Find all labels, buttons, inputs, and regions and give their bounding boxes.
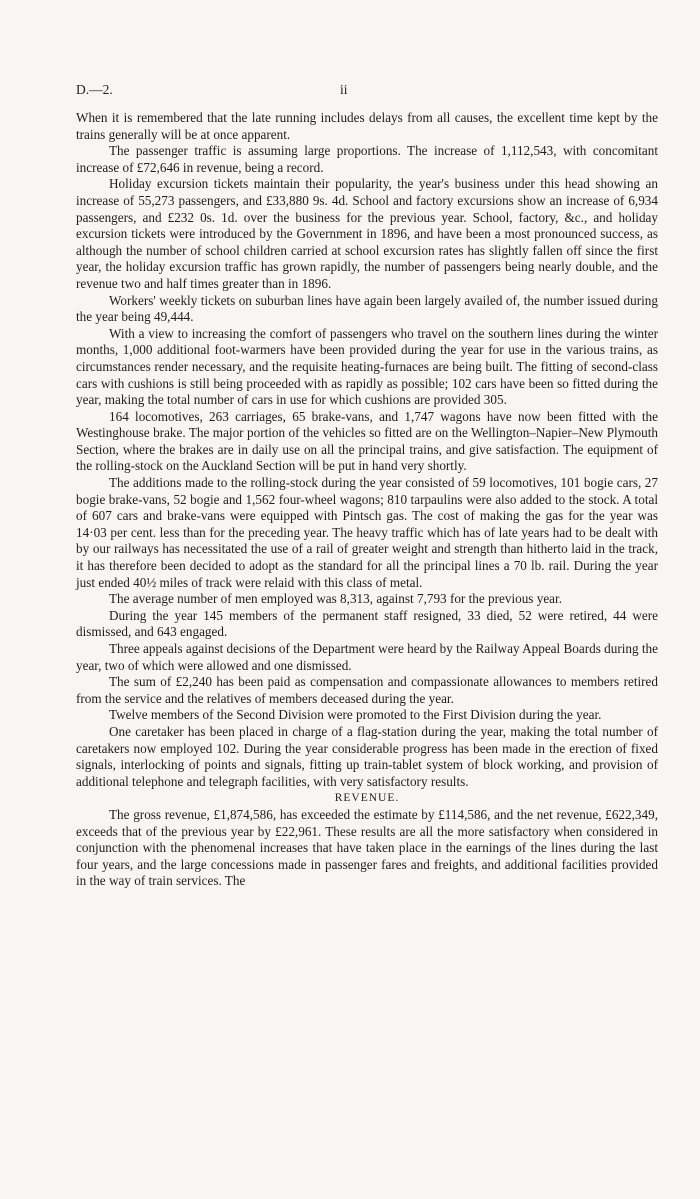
paragraph-promotions: Twelve members of the Second Division were promoted to the First Division during the year. [109,707,602,723]
paragraph-compensation: The sum of £2,240 has been paid as compensation and compassionate allowances to members retired from the service and the relatives of members deceased during the year. [76,674,658,706]
paragraph-gross-revenue: The gross revenue, £1,874,586, has exceeded the estimate by £114,586, and the net revenue, £622,349, exceeds that of the previous year by £22,961. These results are all the more satisfactory when considered in conjunction with the phenomenal increases that have taken place in the earnings of the lines during the last four years, and the large concessions made in passenger fares and freights, and additional facilities provided in the way of train services. The [76,806,658,889]
page-header [76,82,636,100]
document-reference: D.—2. [76,82,113,97]
page-number: ii [340,82,348,97]
paragraph-continuation: When it is remembered that the late running includes delays from all causes, the excellent time kept by the trains generally will be at once apparent. [76,110,658,142]
paragraph-workers-tickets: Workers' weekly tickets on suburban lines have again been largely availed of, the number issued during the year being 49,444. [76,292,658,325]
section-heading-revenue: REVENUE. [334,792,400,805]
paragraph-caretakers: One caretaker has been placed in charge of a flag-station during the year, making the total number of caretakers now employed 102. During the year considerable progress has been made in the erection of fixed signals, interlocking of points and signals, fitting up train-tablet system of block working, and provision of additional telephone and telegraph facilities, with very satisfactory results. [76,723,658,789]
paragraph-westinghouse-brake: 164 locomotives, 263 carriages, 65 brake-vans, and 1,747 wagons have now been fitted with the Westinghouse brake. The major portion of the vehicles so fitted are on the Wellington–Napier–New Plymouth Section, where the brakes are in daily use on all the principal trains, and give satisfaction. The equipment of the rolling-stock on the Auckland Section will be put in hand very shortly. [76,408,658,474]
paragraph-staff-changes: During the year 145 members of the permanent staff resigned, 33 died, 52 were retired, 44 were dismissed, and 643 engaged. [76,607,658,640]
paragraph-rolling-stock: The additions made to the rolling-stock during the year consisted of 59 locomotives, 101 bogie cars, 27 bogie brake-vans, 52 bogie and 1,562 four-wheel wagons; 810 tarpaulins were also added to the stock. A total of 607 cars and brake-vans were equipped with Pintsch gas. The cost of making the gas for the year was 14·03 per cent. less than for the preceding year. The heavy traffic which has of late years had to be dealt with by our railways has necessitated the use of a rail of greater weight and strength than hitherto laid in the track, it has therefore been decided to adopt as the standard for all the principal lines a 70 lb. rail. During the year just ended 40½ miles of track were relaid with this class of metal. [76,475,658,590]
paragraph-appeals: Three appeals against decisions of the Department were heard by the Railway Appeal Boards during the year, two of which were allowed and one dismissed. [76,641,658,673]
paragraph-passenger-traffic: The passenger traffic is assuming large proportions. The increase of 1,112,543, with concomitant increase of £72,646 in revenue, being a record. [76,143,658,175]
paragraph-men-employed: The average number of men employed was 8,313, against 7,793 for the previous year. [109,591,562,607]
document-body [76,110,658,890]
paragraph-holiday-excursions: Holiday excursion tickets maintain their popularity, the year's business under this head showing an increase of 55,273 passengers, and £33,880 9s. 4d. School and factory excursions show an increase of 6,934 passengers, and £232 0s. 1d. over the business for the previous year. School, factory, &c., and holiday excursion tickets were introduced by the Government in 1896, and have been a most pronounced success, as although the number of school children carried at school excursion rates has slightly fallen off since the first year, the holiday excursion traffic has grown rapidly, the number of passengers being nearly double, and the revenue two and half times greater than in 1896. [76,176,658,291]
paragraph-foot-warmers: With a view to increasing the comfort of passengers who travel on the southern lines during the winter months, 1,000 additional foot-warmers have been provided during the year for use in the various trains, as circumstances render necessary, and the requisite heating-furnaces are being built. The fitting of second-class cars with cushions is still being proceeded with as rapidly as possible; 102 cars have been so fitted during the year, making the total number of cars in use for which cushions are provided 305. [76,325,658,408]
